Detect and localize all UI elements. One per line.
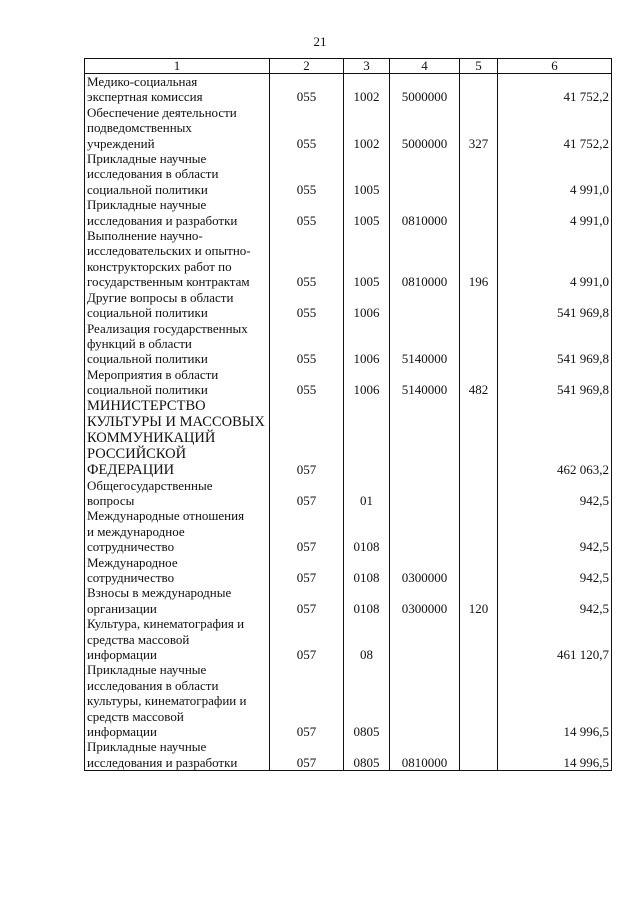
table-row [85, 616, 612, 662]
target-article-cell [390, 290, 460, 321]
row-name-cell: Культура, кинематография и средства массовой информации [85, 616, 270, 662]
row-name-cell: Медико-социальная экспертная комиссия [85, 74, 270, 105]
table-row [85, 151, 612, 197]
amount-cell: 541 969,8 [498, 321, 612, 367]
row-name-cell: Реализация государственных функций в области социальной политики [85, 321, 270, 367]
column-header: 4 [390, 59, 460, 74]
expense-type-cell [460, 290, 498, 321]
target-article-cell [390, 662, 460, 739]
table-row [85, 398, 612, 478]
row-name-cell: Прикладные научные исследования в области социальной политики [85, 151, 270, 197]
ministry-code-cell: 055 [270, 321, 344, 367]
amount-cell: 942,5 [498, 478, 612, 509]
page-number: 21 [313, 34, 327, 49]
expense-type-cell [460, 74, 498, 105]
ministry-code-cell: 055 [270, 74, 344, 105]
target-article-cell [390, 151, 460, 197]
ministry-code-cell: 057 [270, 585, 344, 616]
target-article-cell: 5000000 [390, 74, 460, 105]
section-code-cell: 08 [344, 616, 390, 662]
target-article-cell: 0810000 [390, 739, 460, 770]
expense-type-cell [460, 555, 498, 586]
ministry-code-cell: 055 [270, 105, 344, 151]
target-article-cell [390, 616, 460, 662]
ministry-code-cell: 057 [270, 478, 344, 509]
section-code-cell: 1006 [344, 290, 390, 321]
table-row [85, 739, 612, 770]
row-name-cell: Другие вопросы в области социальной политики [85, 290, 270, 321]
amount-cell: 462 063,2 [498, 398, 612, 478]
amount-cell: 4 991,0 [498, 228, 612, 290]
amount-cell: 541 969,8 [498, 290, 612, 321]
target-article-cell: 0300000 [390, 585, 460, 616]
amount-cell: 41 752,2 [498, 74, 612, 105]
table-row [85, 662, 612, 739]
expense-type-cell: 482 [460, 367, 498, 398]
expense-type-cell [460, 197, 498, 228]
amount-cell: 541 969,8 [498, 367, 612, 398]
table-row [85, 585, 612, 616]
row-name-cell: Взносы в международные организации [85, 585, 270, 616]
row-name-cell: Прикладные научные исследования и разработки [85, 197, 270, 228]
row-name-cell: Международное сотрудничество [85, 555, 270, 586]
section-code-cell: 1006 [344, 321, 390, 367]
row-name-cell: Прикладные научные исследования в области культуры, кинематографии и средств массовой информации [85, 662, 270, 739]
table-body [85, 74, 612, 771]
expense-type-cell [460, 508, 498, 554]
expense-type-cell [460, 739, 498, 770]
section-code-cell: 1002 [344, 74, 390, 105]
amount-cell: 14 996,5 [498, 662, 612, 739]
ministry-code-cell: 055 [270, 151, 344, 197]
column-header: 6 [498, 59, 612, 74]
section-code-cell [344, 398, 390, 478]
table-row [85, 321, 612, 367]
table-row [85, 478, 612, 509]
amount-cell: 14 996,5 [498, 739, 612, 770]
column-header: 1 [85, 59, 270, 74]
expense-type-cell: 327 [460, 105, 498, 151]
section-code-cell: 1002 [344, 105, 390, 151]
target-article-cell [390, 398, 460, 478]
row-name-cell: Международные отношения и международное сотрудничество [85, 508, 270, 554]
expense-type-cell [460, 478, 498, 509]
expense-type-cell [460, 398, 498, 478]
amount-cell: 41 752,2 [498, 105, 612, 151]
expense-type-cell: 120 [460, 585, 498, 616]
target-article-cell: 5140000 [390, 321, 460, 367]
target-article-cell: 0300000 [390, 555, 460, 586]
table-row [85, 105, 612, 151]
ministry-code-cell: 057 [270, 508, 344, 554]
section-code-cell: 1005 [344, 228, 390, 290]
ministry-code-cell: 055 [270, 367, 344, 398]
ministry-code-cell: 055 [270, 228, 344, 290]
table-row [85, 197, 612, 228]
expense-type-cell: 196 [460, 228, 498, 290]
ministry-code-cell: 057 [270, 616, 344, 662]
ministry-code-cell: 057 [270, 555, 344, 586]
target-article-cell [390, 478, 460, 509]
table-row [85, 228, 612, 290]
amount-cell: 461 120,7 [498, 616, 612, 662]
section-code-cell: 1005 [344, 197, 390, 228]
target-article-cell: 0810000 [390, 228, 460, 290]
expense-type-cell [460, 662, 498, 739]
column-header: 3 [344, 59, 390, 74]
amount-cell: 942,5 [498, 585, 612, 616]
expense-type-cell [460, 321, 498, 367]
target-article-cell: 5000000 [390, 105, 460, 151]
expense-type-cell [460, 151, 498, 197]
amount-cell: 942,5 [498, 508, 612, 554]
row-name-cell: Обеспечение деятельности подведомственных учреждений [85, 105, 270, 151]
target-article-cell: 0810000 [390, 197, 460, 228]
target-article-cell: 5140000 [390, 367, 460, 398]
amount-cell: 942,5 [498, 555, 612, 586]
table-row [85, 290, 612, 321]
ministry-code-cell: 055 [270, 290, 344, 321]
section-code-cell: 0108 [344, 555, 390, 586]
ministry-code-cell: 057 [270, 739, 344, 770]
row-name-cell: Мероприятия в области социальной политики [85, 367, 270, 398]
ministry-code-cell: 057 [270, 662, 344, 739]
table-header-row [85, 59, 612, 74]
ministry-code-cell: 057 [270, 398, 344, 478]
column-header: 2 [270, 59, 344, 74]
section-code-cell: 1005 [344, 151, 390, 197]
expense-type-cell [460, 616, 498, 662]
table-row [85, 367, 612, 398]
row-name-cell: Прикладные научные исследования и разработки [85, 739, 270, 770]
section-code-cell: 01 [344, 478, 390, 509]
section-code-cell: 0805 [344, 662, 390, 739]
section-code-cell: 0108 [344, 585, 390, 616]
section-code-cell: 1006 [344, 367, 390, 398]
section-code-cell: 0108 [344, 508, 390, 554]
row-name-cell: Выполнение научно- исследовательских и опытно- конструкторских работ по государственным контрактам [85, 228, 270, 290]
amount-cell: 4 991,0 [498, 151, 612, 197]
row-name-cell: Общегосударственные вопросы [85, 478, 270, 509]
ministry-code-cell: 055 [270, 197, 344, 228]
table-row [85, 555, 612, 586]
table-row [85, 74, 612, 105]
table-row [85, 508, 612, 554]
row-name-cell: МИНИСТЕРСТВО КУЛЬТУРЫ И МАССОВЫХ КОММУНИКАЦИЙ РОССИЙСКОЙ ФЕДЕРАЦИИ [85, 398, 270, 478]
column-header: 5 [460, 59, 498, 74]
amount-cell: 4 991,0 [498, 197, 612, 228]
target-article-cell [390, 508, 460, 554]
section-code-cell: 0805 [344, 739, 390, 770]
budget-table [84, 58, 612, 771]
